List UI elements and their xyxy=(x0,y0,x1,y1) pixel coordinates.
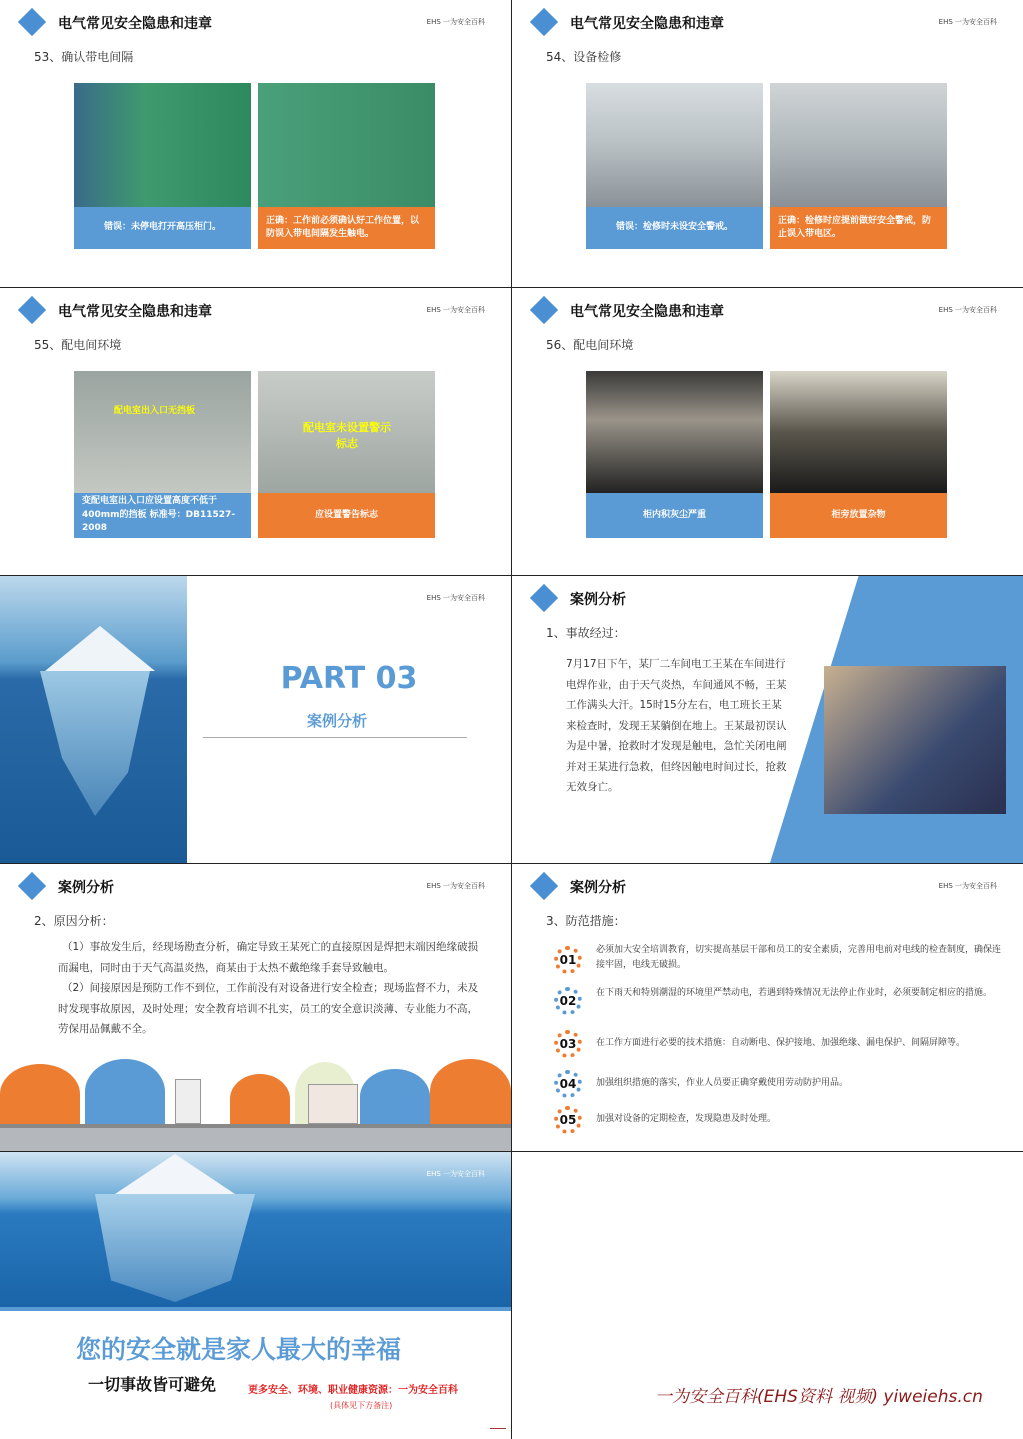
part-title: 案例分析 xyxy=(306,712,367,730)
slide-title: 案例分析 xyxy=(570,592,626,608)
slide-title: 案例分析 xyxy=(58,880,114,896)
city-illustration xyxy=(0,1054,511,1124)
grid-divider xyxy=(0,575,1023,576)
step-gear-icon: 05 xyxy=(554,1106,582,1134)
slogan: 您的安全就是家人最大的幸福 xyxy=(76,1335,402,1364)
photo-debris xyxy=(770,371,947,493)
slide-title: 案例分析 xyxy=(570,880,626,896)
step-gear-icon: 02 xyxy=(554,987,582,1015)
diamond-icon xyxy=(18,872,46,900)
slide-56 xyxy=(512,288,1023,575)
tagline: 一切事故皆可避免 xyxy=(88,1375,217,1394)
diamond-icon xyxy=(18,296,46,324)
slide-case-prevention xyxy=(512,864,1023,1151)
case-text: 7月17日下午，某厂二车间电工王某在车间进行电焊作业，由于天气炎热，车间通风不畅，王某工作满头大汗。15时15分左右，电工班长王某来检查时，发现王某躺倒在地上。王某最初误认为是中暑，抢救时才发现是触电，急忙关闭电闸并对王某进行急救，但终因触电时间过长，抢救无效身亡。 xyxy=(566,658,787,793)
step-text: 在工作方面进行必要的技术措施：自动断电、保护接地、加强绝缘、漏电保护、间隔屏障等。 xyxy=(596,1038,966,1048)
note-text: (具体见下方备注) xyxy=(330,1401,393,1410)
diamond-icon xyxy=(18,8,46,36)
logo: EHS 一为安全百科 xyxy=(426,306,485,314)
step-text: 加强对设备的定期检查，发现隐患及时处理。 xyxy=(596,1114,777,1124)
logo: EHS 一为安全百科 xyxy=(426,594,485,602)
slide-case-cause xyxy=(0,864,511,1151)
grid-divider xyxy=(0,287,1023,288)
photo-dusty-cabinet xyxy=(586,371,763,493)
slide-subtitle: 56、配电间环境 xyxy=(546,338,634,352)
caption-wrong: 错误：检修时未设安全警戒。 xyxy=(586,207,763,249)
step-text: 在下雨天和特别潮湿的环境里严禁动电，若遇到特殊情况无法停止作业时，必须要制定相应的措施。 xyxy=(596,988,993,998)
slide-title: 电气常见安全隐患和违章 xyxy=(570,16,724,32)
photo-rescue xyxy=(824,666,1006,814)
slide-53 xyxy=(0,0,511,287)
step-gear-icon: 04 xyxy=(554,1070,582,1098)
slide-title: 电气常见安全隐患和违章 xyxy=(570,304,724,320)
slide-title: 电气常见安全隐患和违章 xyxy=(58,16,212,32)
iceberg-image xyxy=(0,576,187,863)
photo-maintenance xyxy=(586,83,763,207)
slide-case-process xyxy=(512,576,1023,863)
logo: EHS 一为安全百科 xyxy=(426,18,485,26)
photo-cabinet-door xyxy=(258,83,435,207)
photo-worker-cabinet xyxy=(74,83,251,207)
caption-right: 正确：检修时应提前做好安全警戒，防止误入带电区。 xyxy=(770,207,947,249)
slide-title: 电气常见安全隐患和违章 xyxy=(58,304,212,320)
logo: EHS 一为安全百科 xyxy=(938,882,997,890)
part-number: PART 03 xyxy=(280,661,418,696)
step-gear-icon: 01 xyxy=(554,946,582,974)
logo: EHS 一为安全百科 xyxy=(938,18,997,26)
slide-subtitle: 55、配电间环境 xyxy=(34,338,122,352)
logo: EHS 一为安全百科 xyxy=(426,1170,485,1178)
photo-maintenance-warning xyxy=(770,83,947,207)
section-heading: 2、原因分析： xyxy=(34,914,114,928)
photo-entrance xyxy=(74,371,251,493)
caption-debris: 柜旁放置杂物 xyxy=(770,493,947,538)
diamond-icon xyxy=(530,872,558,900)
caption-right: 正确：工作前必须确认好工作位置，以防误入带电间隔发生触电。 xyxy=(258,207,435,249)
divider xyxy=(203,737,467,738)
step-text: 加强组织措施的落实，作业人员要正确穿戴使用劳动防护用品。 xyxy=(596,1078,849,1088)
grid-divider xyxy=(0,863,1023,864)
section-heading: 3、防范措施： xyxy=(546,914,626,928)
corner-mark xyxy=(490,1428,506,1429)
diamond-icon xyxy=(530,296,558,324)
slide-55 xyxy=(0,288,511,575)
grid-divider xyxy=(0,1151,1023,1152)
logo: EHS 一为安全百科 xyxy=(938,306,997,314)
cause-direct: （1）事故发生后，经现场勘查分析，确定导致王某死亡的直接原因是焊把末端因绝缘破损而漏电，同时由于天气高温炎热，商某由于太热不戴绝缘手套导致触电。 xyxy=(58,941,479,974)
diamond-icon xyxy=(530,8,558,36)
slide-subtitle: 54、设备检修 xyxy=(546,50,622,64)
slide-54 xyxy=(512,0,1023,287)
cause-indirect: （2）间接原因是预防工作不到位，工作前没有对设备进行安全检查；现场监督不力，未及时发现事故原因，及时处理；安全教育培训不扎实，员工的安全意识淡薄、专业能力不高，劳保用品佩戴不全。 xyxy=(58,982,479,1035)
step-gear-icon: 03 xyxy=(554,1030,582,1058)
caption-warning: 应设置警告标志 xyxy=(258,493,435,538)
caption-dust: 柜内积灰尘严重 xyxy=(586,493,763,538)
grid-divider xyxy=(511,0,512,1439)
slide-subtitle: 53、确认带电间隔 xyxy=(34,50,134,64)
logo: EHS 一为安全百科 xyxy=(426,882,485,890)
slide-ending xyxy=(0,1152,511,1439)
section-heading: 1、事故经过： xyxy=(546,626,626,640)
photo-label: 配电室出入口无挡板 xyxy=(114,406,196,416)
photo-door xyxy=(258,371,435,493)
step-text: 必须加大安全培训教育，切实提高基层干部和员工的安全素质，完善用电前对电线的检查制度，确保连接牢固，电线无破损。 xyxy=(596,945,1002,970)
caption-wrong: 错误：未停电打开高压柜门。 xyxy=(74,207,251,249)
caption-standard: 变配电室出入口应设置高度不低于400mm的挡板 标准号：DB11527-2008 xyxy=(74,493,251,538)
road xyxy=(0,1124,511,1151)
photo-label: 配电室未设置警示标志 xyxy=(303,421,391,450)
diamond-icon xyxy=(530,584,558,612)
watermark: 一为安全百科(EHS资料 视频) yiweiehs.cn xyxy=(655,1387,983,1407)
divider xyxy=(0,1307,511,1311)
slide-part-03 xyxy=(0,576,511,863)
resource-text: 更多安全、环境、职业健康资源：一为安全百科 xyxy=(248,1385,458,1396)
